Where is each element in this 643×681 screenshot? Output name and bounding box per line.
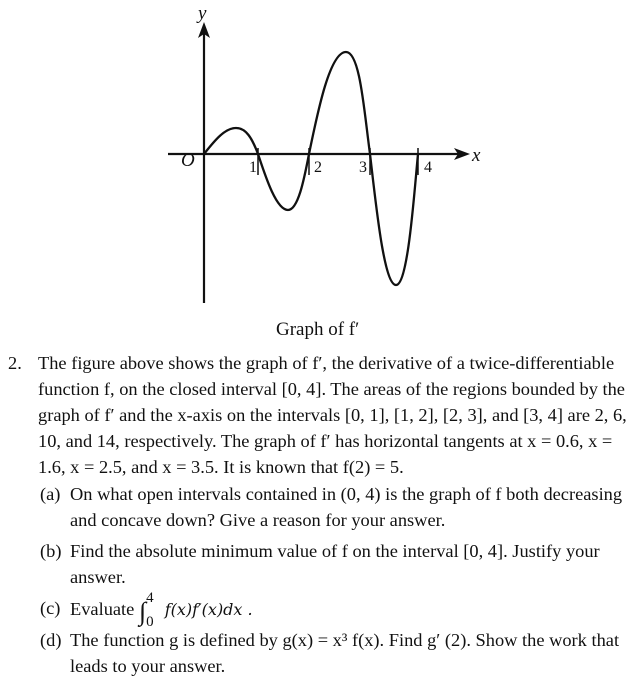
part-d-text: The function g is defined by g(x) = x³ f(x). Find g′ (2). Show the work that leads to your answer. (70, 630, 620, 676)
tick-label-1: 1 (249, 159, 257, 176)
part-c-text (70, 590, 630, 630)
part-c-label: (c) (40, 598, 61, 618)
y-axis-label: y (198, 3, 207, 24)
part-b-text: Find the absolute minimum value of f on the interval [0, 4]. Justify your answer. (70, 541, 600, 587)
part-d-label: (d) (40, 630, 62, 650)
problem-number: 2. (8, 353, 22, 373)
origin-label: O (181, 150, 195, 171)
integrand: f(x)f′(x)dx . (164, 600, 253, 619)
tick-label-3: 3 (359, 159, 367, 176)
graph-caption: Graph of f′ (276, 319, 360, 340)
tick-label-4: 4 (424, 159, 432, 176)
integral-lower-limit: 0 (146, 614, 154, 630)
integral-upper-limit: 4 (146, 590, 154, 606)
f-prime-curve (204, 52, 418, 285)
part-a-text: On what open intervals contained in (0, 4) is the graph of f both decreasing and concave down? Give a reason for your answer. (70, 484, 623, 530)
integral-sign: ∫ (138, 597, 147, 626)
x-axis-label: x (472, 145, 481, 166)
part-a-label: (a) (40, 484, 61, 504)
tick-label-2: 2 (314, 159, 322, 176)
part-b-label: (b) (40, 541, 62, 561)
part-c-evaluate: Evaluate (70, 599, 135, 619)
problem-statement: The figure above shows the graph of f′, the derivative of a twice-differentiable function f, on the closed interval [0, 4]. The areas of the regions bounded by the graph of f′ and the x-axis on the intervals [0, 1], [1, 2], [2, 3], and [3, 4] are 2, 6, 10, and 14, respectively. The graph of f′ has horizontal tangents at x = 0.6, x = 1.6, x = 2.5, and x = 3.5. It is known that f(2) = 5. (38, 353, 627, 477)
